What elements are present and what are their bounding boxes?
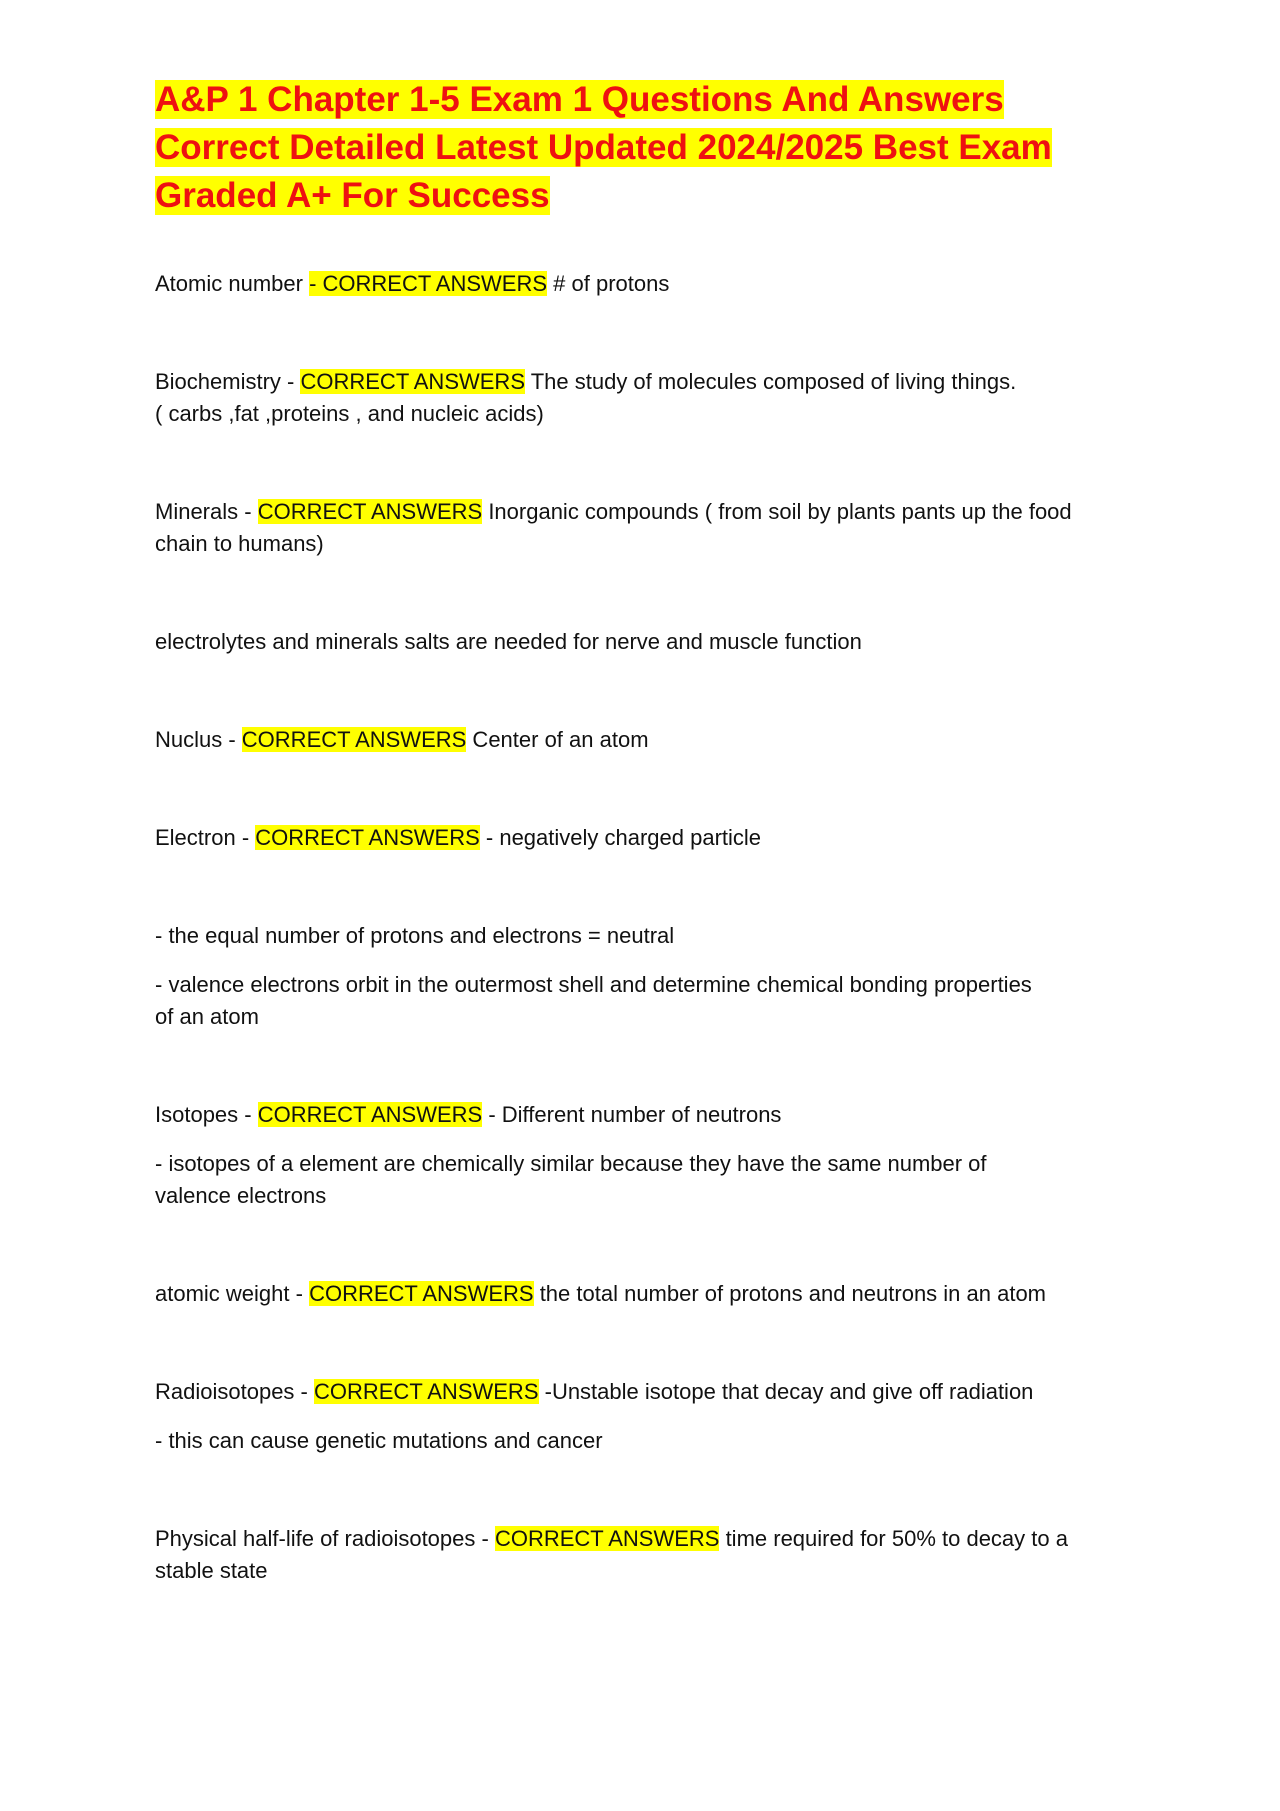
entry-definition: # of protons bbox=[547, 271, 670, 296]
entry-definition-cont: stable state bbox=[155, 1558, 268, 1583]
title-highlight: A&P 1 Chapter 1-5 Exam 1 Questions And Answers Correct Detailed Latest Updated 2024/2025 Best Exam Graded A+ For Success bbox=[155, 80, 1052, 215]
entry-definition: The study of molecules composed of living things. bbox=[525, 369, 1017, 394]
entry-electron bbox=[155, 822, 1135, 854]
entry-atomic-weight bbox=[155, 1278, 1135, 1310]
entry-term: Minerals - bbox=[155, 499, 258, 524]
answer-highlight: CORRECT ANSWERS bbox=[313, 1379, 539, 1404]
note-electrolytes: electrolytes and minerals salts are needed for nerve and muscle function bbox=[155, 629, 862, 654]
entry-definition: -Unstable isotope that decay and give off radiation bbox=[538, 1379, 1034, 1404]
entry-nuclus bbox=[155, 724, 1135, 756]
entry-definition-cont: ( carbs ,fat ,proteins , and nucleic acids) bbox=[155, 401, 544, 426]
note-genetic: - this can cause genetic mutations and cancer bbox=[155, 1428, 603, 1453]
answer-highlight: CORRECT ANSWERS bbox=[255, 825, 480, 850]
entry-term: Electron - bbox=[155, 825, 256, 850]
answer-highlight: CORRECT ANSWERS bbox=[257, 499, 483, 524]
entry-term: Atomic number bbox=[155, 271, 303, 296]
entry-definition: time required for 50% to decay to a bbox=[719, 1526, 1068, 1551]
answer-highlight: CORRECT ANSWERS bbox=[494, 1526, 720, 1551]
entry-term: Biochemistry - bbox=[155, 369, 301, 394]
entry-definition-cont: chain to humans) bbox=[155, 531, 324, 556]
note-isotopes: - isotopes of a element are chemically similar because they have the same number of valence electrons bbox=[155, 1151, 987, 1208]
answer-highlight: CORRECT ANSWERS bbox=[300, 369, 525, 394]
entry-definition: Inorganic compounds ( from soil by plants pants up the food bbox=[482, 499, 1072, 524]
entry-half-life bbox=[155, 1523, 1135, 1587]
entry-term: Nuclus - bbox=[155, 727, 242, 752]
entry-term: Physical half-life of radioisotopes - bbox=[155, 1526, 495, 1551]
entry-definition: - negatively charged particle bbox=[479, 825, 762, 850]
entry-radioisotopes bbox=[155, 1376, 1135, 1408]
note-valence: - valence electrons orbit in the outermost shell and determine chemical bonding properties of an atom bbox=[155, 972, 1032, 1029]
entry-term: Radioisotopes - bbox=[155, 1379, 314, 1404]
entry-isotopes bbox=[155, 1099, 1135, 1131]
entry-minerals bbox=[155, 496, 1135, 560]
entry-biochemistry bbox=[155, 366, 1135, 430]
answer-highlight: - CORRECT ANSWERS bbox=[309, 271, 548, 296]
document-title bbox=[155, 76, 1135, 220]
answer-highlight: CORRECT ANSWERS bbox=[309, 1281, 534, 1306]
entry-definition: - Different number of neutrons bbox=[482, 1102, 782, 1127]
answer-highlight: CORRECT ANSWERS bbox=[257, 1102, 483, 1127]
note-neutral: - the equal number of protons and electrons = neutral bbox=[155, 923, 675, 948]
entry-definition: Center of an atom bbox=[466, 727, 649, 752]
entry-term: Isotopes - bbox=[155, 1102, 258, 1127]
entry-atomic-number bbox=[155, 268, 1135, 300]
entry-term: atomic weight - bbox=[155, 1281, 310, 1306]
entry-definition: the total number of protons and neutrons in an atom bbox=[533, 1281, 1047, 1306]
answer-highlight: CORRECT ANSWERS bbox=[241, 727, 467, 752]
